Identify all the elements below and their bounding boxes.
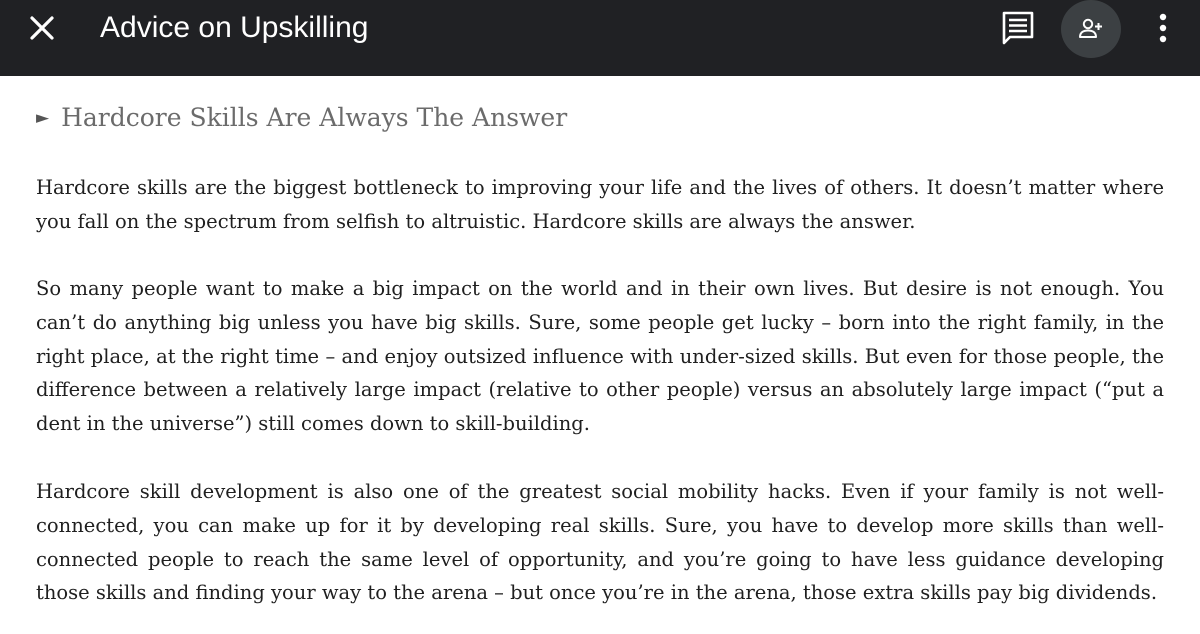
heading-text: Hardcore Skills Are Always The Answer: [61, 103, 568, 132]
paragraph: So many people want to make a big impact on the world and in their own lives. But desire is not enough. You can’t do anything big unless you have big skills. Sure, some people get lucky – born into the right family, in the right place, at the right time – and enjoy outsized influence with under-sized skills. But even for those people, the difference between a relatively large impact (relative to other people) versus an absolutely large impact (“put a dent in the universe”) still comes down to skill-building.: [36, 277, 1164, 436]
person-add-icon: [1075, 13, 1107, 45]
share-button[interactable]: [1061, 0, 1121, 58]
document-body: [0, 76, 1200, 634]
heading-marker: ►: [36, 108, 50, 128]
close-button[interactable]: [22, 8, 62, 48]
paragraph: Hardcore skill development is also one of the greatest social mobility hacks. Even if your family is not well-connected, you can make up for it by developing real skills. Sure, you have to develop more skills than well-connected people to reach the same level of opportunity, and you’re going to have less guidance developing those skills and finding your way to the arena – but once you’re in the arena, those extra skills pay big dividends.: [36, 480, 1164, 605]
app-bar: [0, 0, 1200, 76]
document-title: Advice on Upskilling: [100, 11, 369, 44]
more-vert-icon: [1147, 8, 1179, 48]
close-icon: [22, 8, 62, 48]
more-options-button[interactable]: [1147, 8, 1179, 48]
section-heading: [36, 100, 567, 136]
comment-icon: [996, 7, 1040, 47]
paragraph: Hardcore skills are the biggest bottleneck to improving your life and the lives of others. It doesn’t matter where you fall on the spectrum from selfish to altruistic. Hardcore skills are always the answer.: [36, 176, 1164, 233]
comments-button[interactable]: [996, 7, 1040, 47]
